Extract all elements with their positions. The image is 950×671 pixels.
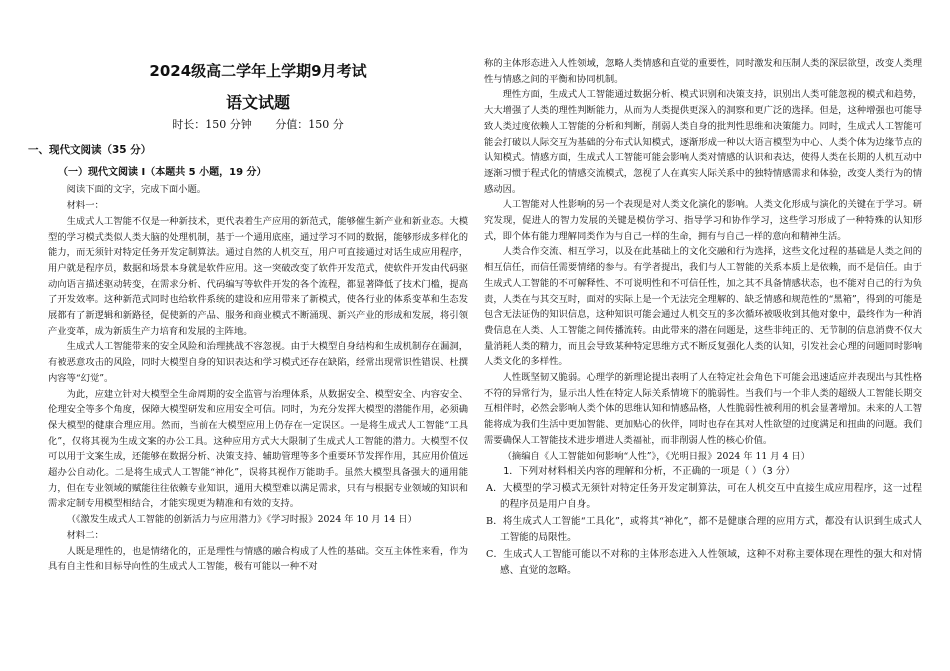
material2-paragraph: 人性既坚韧又脆弱。心理学的新理论提出表明了人在特定社会角色下可能会迅速适应并表现出与其性格不符的异常行为，显示出人性在特定人际关系情境下的脆弱性。当我们与一个非人类的超级人工智能长期交互相伴时，必然会影响人类个体的思维认知和情感品格，人性脆弱性被利用的机会显著增加。未来的人工智能将成为我们生活中更加智能、更加贴心的伙伴，同时也存在其对人性欲望的过度满足和扭曲的问题。我们需要确保人工智能技术进步增进人类福祉，而非削弱人性的核心价值。 xyxy=(484,372,922,446)
question-1-option-a: A．大模型的学习模式无须针对特定任务开发定制算法，可在人机交互中直接生成应用程序，这一过程的程序员是用户自身。 xyxy=(486,482,922,511)
material1-label: 材料一： xyxy=(66,200,104,212)
section-subheading: （一）现代文阅读 I（本题共 5 小题，19 分） xyxy=(58,166,267,178)
material2-paragraph: 人工智能对人性影响的另一个表现是对人类文化演化的影响。人类文化形成与演化的关键在于学习。研究发现，促进人的智力发展的关键是模仿学习、指导学习和协作学习，这些学习形成了一种特殊的认知形式，即个体有能力理解同类作为与自己一样的生命，拥有与自己一样的意向和精神生活。 xyxy=(484,199,922,242)
subject-title: 语文试题 xyxy=(225,93,290,112)
right-flow xyxy=(484,56,922,580)
exam-meta xyxy=(48,116,468,132)
material1-paragraph: 为此，应建立针对大模型全生命周期的安全监管与治理体系，从数据安全、模型安全、内容安全、伦理安全等多个角度，保障大模型研发和应用安全可信。同时，为充分发挥大模型的潜能作用，必须确保大模型的健康合理应用。然而，当前在大模型应用上仍存在一定误区。一是将生成式人工智能“工具化”，仅将其视为生成文案的办公工具。这种应用方式大大限制了生成式人工智能的潜力。大模型不仅可以用于文案生成，还能够在数据分析、决策支持、辅助管理等多个重要环节发挥作用，其应用价值远超办公自动化。二是将生成式人工智能“神化”，误将其视作万能助手。虽然大模型具备强大的通用能力，但在专业领域的赋能往往依赖专业知识，通用大模型难以满足需求，只有与根据专业领域的知识和需求定制专用模型相结合，才能实现更为精准和有效的支持。 xyxy=(48,388,468,510)
duration: 时长：150 分钟 xyxy=(172,118,252,131)
instruction: 阅读下面的文字，完成下面小题。 xyxy=(66,184,207,196)
material2-paragraph: 人既是理性的，也是情绪化的，正是理性与情感的融合构成了人性的基础。交互主体性来看，作为具有自主性和目标导向性的生成式人工智能，极有可能以一种不对 xyxy=(48,545,468,573)
material2-paragraph-cont: 称的主体形态进入人性领域，忽略人类情感和直觉的重要性，同时激发和压制人类的深层欲望，改变人类理性与情感之间的平衡和协同机制。 xyxy=(484,58,922,85)
material2-source: （摘编自《人工智能如何影响“人性”》，《光明日报》2024 年 11 月 4 日） xyxy=(502,450,810,462)
question-1-option-b: B．将生成式人工智能“工具化”，或将其“神化”，都不是健康合理的应用方式，都没有认识到生成式人工智能的局限性。 xyxy=(486,515,922,544)
material2-paragraph: 理性方面，生成式人工智能通过数据分析、模式识别和决策支持，识别出人类可能忽视的模式和趋势，大大增强了人类的理性判断能力，从而为人类提供更深入的洞察和更广泛的选择。但是，这种增强也可能导致人类过度依赖人工智能的分析和判断，削弱人类自身的批判性思维和决策能力。同时，生成式人工智能可能会打破以人际交互为基础的分布式认知模式，逐渐形成一种以大语言模型为中心、人类个体为边缘节点的认知模式。情感方面，生成式人工智能可能会影响人类对情感的认识和表达，使得人类在长期的人机互动中逐渐习惯于程式化的情感交流模式，忽视了人在真实人际关系中的独特情感需求和体验，改变人类行为的情感动因。 xyxy=(484,89,922,195)
material1-paragraph: 生成式人工智能带来的安全风险和治理挑战不容忽视。由于大模型自身结构和生成机制存在漏洞，有被恶意攻击的风险，同时大模型自身的知识表达和学习模式还存在缺陷，经常出现常识性错误、杜撰内容等“幻觉”。 xyxy=(48,341,468,384)
material2-label: 材料二： xyxy=(66,529,104,541)
material1-paragraph: 生成式人工智能不仅是一种新技术，更代表着生产应用的新范式，能够催生新产业和新业态。大模型的学习模式类似人类大脑的处理机制，基于一个通用底座，通过学习不同的数据，能够形成多样化的能力，而无须针对特定任务开发定制算法。通过自然的人机交互，用户可直接通过对话生成应用程序，用户就是程序员，数据和场景本身就是软件应用。这一突破改变了软件开发范式，使软件开发由代码驱动向语言描述驱动转变，在需求分析、代码编写等软件开发的各个流程，都显著降低了技术门槛，提高了开发效率。这种新范式同时也给软件系统的建设和应用带来了新模式，使各行业的体系变革和生态发展都有了新逻辑和新路径，促使新的产品、服务和商业模式不断涌现、新兴产业的形成和发展，将引领产业变革，成为新质生产力培育和发展的主阵地。 xyxy=(48,215,468,337)
section-heading: 一、现代文阅读（35 分） xyxy=(28,144,152,156)
question-1-stem: 1．下列对材料相关内容的理解和分析，不正确的一项是（ ）（3 分） xyxy=(503,466,795,478)
exam-title: 2024级高二学年上学期9月考试 xyxy=(149,62,367,80)
left-flow xyxy=(28,143,468,575)
material1-source: （《激发生成式人工智能的创新活力与应用潜力》《学习时报》2024 年 10 月 14 日） xyxy=(66,514,417,526)
material2-paragraph: 人类合作交流、相互学习，以及在此基础上的文化交融和行为选择，这些文化过程的基础是人类之间的相互信任，而信任需要情绪的参与。有学者提出，我们与人工智能的关系本质上是依赖，而不是信任。由于生成式人工智能的不可解释性、不可说明性和不可信任性，加之其不具备情感状态，也不能对自己的行为负责，人类在与其交互时，面对的实际上是一个无法完全理解的、缺乏情感和规范性的“黑箱”，得到的可能是包含无法证伪的知识信息，这种知识可能会通过人机交互的多次循环被吸收到其他对象中，最终作为一种消费信息在人类、人工智能之间传播流转。由此带来的潜在问题是，这些非纯正的、无节制的信息消费不仅大量消耗人类的精力，而且会导致某种特定思维方式不断反复强化人类的认知，引发社会心理的问题同时影响人类文化的多样性。 xyxy=(484,246,922,368)
score: 分值：150 分 xyxy=(275,118,344,131)
question-1-option-c: C．生成式人工智能可能以不对称的主体形态进入人性领域，这种不对称主要体现在理性的强大和对情感、直觉的忽略。 xyxy=(486,548,922,577)
